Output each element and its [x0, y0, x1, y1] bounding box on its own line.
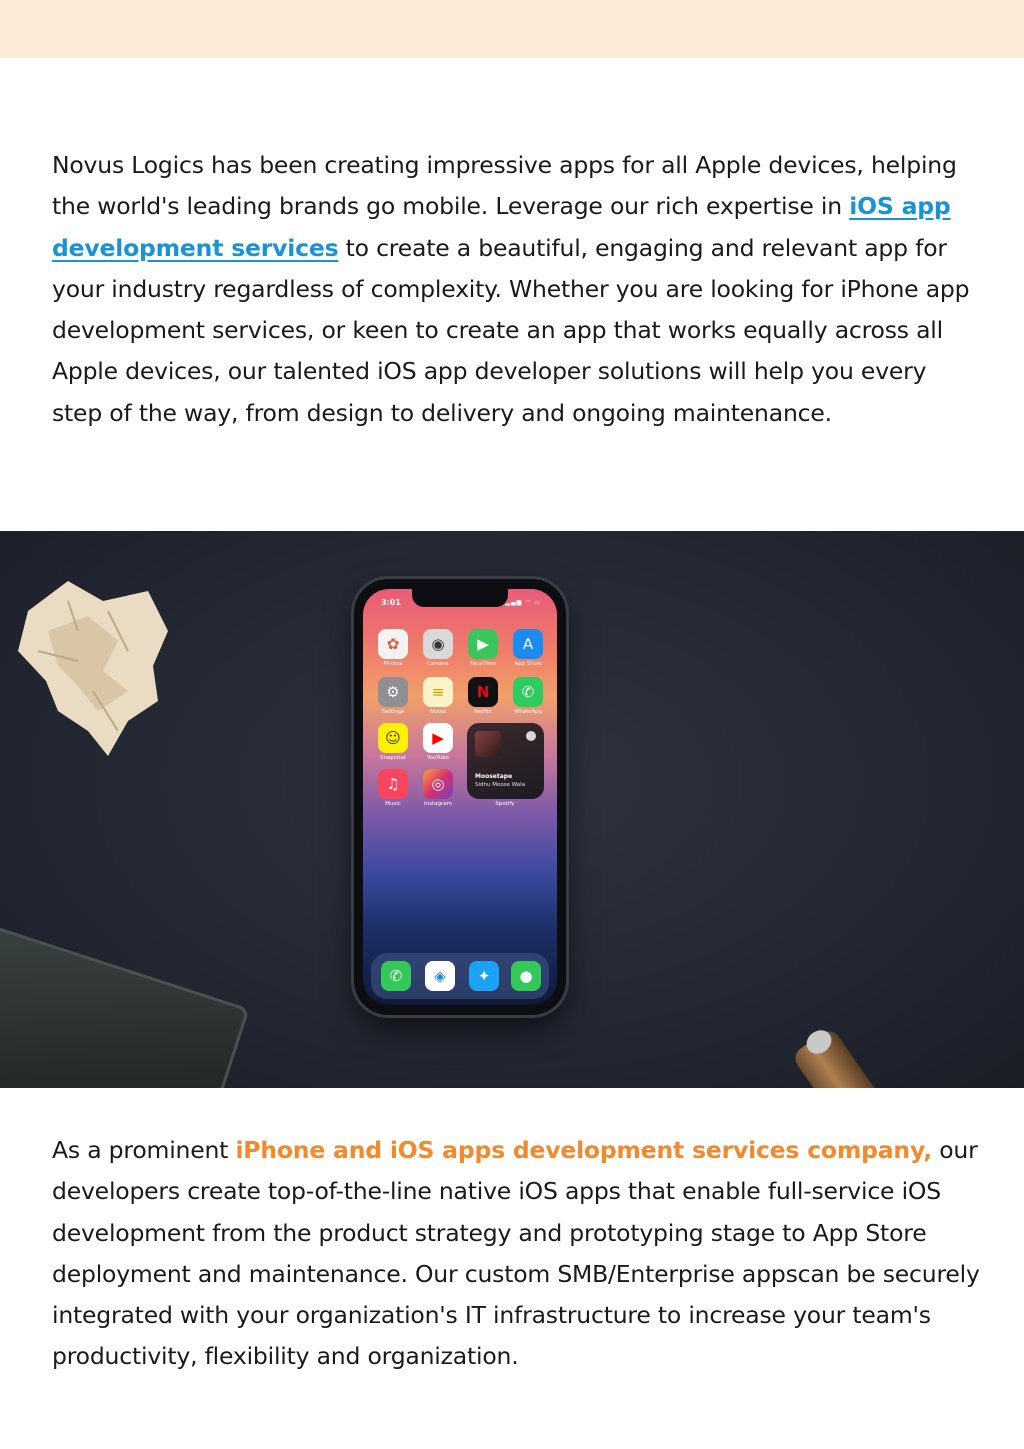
album-art — [475, 731, 501, 757]
crumpled-paper-icon — [8, 571, 178, 761]
app-label: Music — [385, 801, 401, 807]
app-label: Notes — [430, 709, 446, 715]
ios-app-development-services-link[interactable]: iOS app development services — [52, 192, 951, 262]
app-label: App Store — [514, 661, 542, 667]
app-label: Camera — [427, 661, 449, 667]
app-label: Settings — [381, 709, 405, 715]
widget-title: Moosetape — [475, 773, 513, 780]
netflix-icon[interactable]: N — [468, 677, 498, 707]
widget-artist: Sidhu Moose Wala — [475, 782, 526, 788]
app-label: YouTube — [426, 755, 450, 761]
top-band — [0, 0, 1024, 58]
camera-icon[interactable]: ◉ — [423, 629, 453, 659]
app-label: Snapchat — [380, 755, 406, 761]
company-text-start: As a prominent — [52, 1136, 236, 1164]
app-label: Photos — [383, 661, 403, 667]
signal-wifi-battery-icon: ▂▄▆ ◠ ▭ — [505, 599, 541, 606]
company-text-end: our developers create top-of-the-line native iOS apps that enable full-service iOS development from the product strategy and prototyping stage to App Store deployment and maintenance. Our custom SMB/Enterprise appscan be securely integrated with your organization's IT infrastructure to increase your team's productivity, flexibility and organization. — [52, 1136, 980, 1371]
iphone-photo — [0, 531, 1024, 1088]
whatsapp-icon[interactable]: ✆ — [513, 677, 543, 707]
pen — [791, 1027, 884, 1088]
phone-dock — [371, 953, 549, 999]
spotify-widget[interactable] — [467, 723, 544, 799]
phone-notch — [412, 589, 508, 607]
company-paragraph — [52, 1130, 982, 1378]
safari-icon[interactable]: ◈ — [425, 961, 455, 991]
instagram-icon[interactable]: ◎ — [423, 769, 453, 799]
youtube-icon[interactable]: ▶ — [423, 723, 453, 753]
app-label: Netflix — [474, 709, 492, 715]
widget-label: Spotify — [495, 801, 515, 807]
company-highlight: iPhone and iOS apps development services company, — [235, 1136, 932, 1164]
intro-text-start: Novus Logics has been creating impressive apps for all Apple devices, helping the world's leading brands go mobile. Leverage our rich expertise in — [52, 151, 957, 221]
settings-icon[interactable]: ⚙ — [378, 677, 408, 707]
music-icon[interactable]: ♫ — [378, 769, 408, 799]
app-store-icon[interactable]: A — [513, 629, 543, 659]
iphone — [354, 579, 566, 1015]
phone-icon[interactable]: ✆ — [381, 961, 411, 991]
intro-text-end: to create a beautiful, engaging and relevant app for your industry regardless of complexity. Whether you are looking for iPhone app development services, or keen to create an app that works equally across all Apple devices, our talented iOS app developer solutions will help you every step of the way, from design to delivery and ongoing maintenance. — [52, 233, 970, 427]
app-label: WhatsApp — [513, 709, 543, 715]
snapchat-icon[interactable]: ☺ — [378, 723, 408, 753]
notes-icon[interactable]: ≡ — [423, 677, 453, 707]
notebook — [0, 925, 250, 1088]
spotify-icon — [526, 731, 536, 741]
app-label: Instagram — [424, 801, 452, 807]
status-time: 3:01 — [381, 598, 401, 607]
facetime-icon[interactable]: ▶ — [468, 629, 498, 659]
app-label: FaceTime — [470, 661, 496, 667]
photos-icon[interactable]: ✿ — [378, 629, 408, 659]
messages-icon[interactable]: ● — [511, 961, 541, 991]
phone-screen — [363, 589, 557, 1005]
intro-paragraph — [52, 145, 982, 434]
twitter-icon[interactable]: ✦ — [469, 961, 499, 991]
